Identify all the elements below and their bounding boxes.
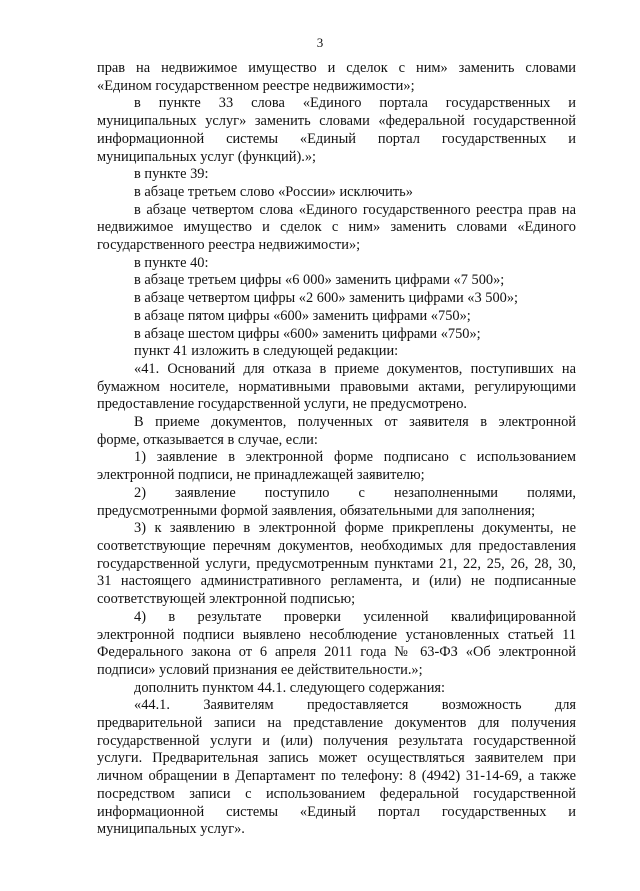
text-line: недвижимое имущество и сделок с ним» заменить словами «Единого: [97, 219, 576, 236]
text-line: в абзаце четвертом цифры «2 600» заменить цифрами «3 500»;: [134, 290, 519, 307]
text-line: услуги. Предварительная запись может осуществляться заявителем при: [97, 750, 576, 767]
text-line: форме, отказывается в случае, если:: [97, 431, 318, 448]
document-body: [97, 60, 576, 839]
text-line: бумажном носителе, нормативными правовыми актами, регулирующими: [97, 378, 576, 395]
text-line: в абзаце пятом цифры «600» заменить цифрами «750»;: [134, 307, 471, 324]
text-line: электронной подписи, не принадлежащей заявителю;: [97, 467, 425, 484]
text-line: в абзаце третьем слово «России» исключить»: [134, 183, 413, 200]
text-line: соответствующей электронной подписью;: [97, 591, 356, 608]
text-line: муниципальных услуг (функций).»;: [97, 148, 317, 165]
text-line: «Едином государственном реестре недвижимости»;: [97, 77, 415, 94]
text-line: 31 настоящего административного регламента, и (или) не подписанные: [97, 573, 576, 590]
text-line: соответствующие перечням документов, необходимых для предоставления: [97, 537, 576, 554]
text-line: «44.1. Заявителям предоставляется возможность для: [134, 697, 576, 714]
text-line: 4) в результате проверки усиленной квалифицированной: [134, 608, 576, 625]
text-line: Федерального закона от 6 апреля 2011 года № 63-ФЗ «Об электронной: [97, 644, 576, 661]
text-line: пункт 41 изложить в следующей редакции:: [134, 343, 399, 360]
text-line: государственной услуги, предусмотренным пунктами 21, 22, 25, 26, 28, 30,: [97, 555, 576, 572]
text-line: в пункте 40:: [134, 254, 209, 271]
text-line: государственного реестра недвижимости»;: [97, 237, 361, 254]
text-line: в абзаце четвертом слова «Единого государственного реестра прав на: [134, 201, 576, 218]
text-line: «41. Оснований для отказа в приеме документов, поступивших на: [134, 360, 576, 377]
text-line: муниципальных услуг» заменить словами «федеральной государственной: [97, 113, 576, 130]
text-line: информационной системы «Единый портал государственных и: [97, 130, 576, 147]
text-line: предусмотренными формой заявления, обязательными для заполнения;: [97, 502, 536, 519]
text-line: в пункте 33 слова «Единого портала государственных и: [134, 95, 576, 112]
text-line: личном обращении в Департамент по телефону: 8 (4942) 31-14-69, а также: [97, 768, 576, 785]
text-line: прав на недвижимое имущество и сделок с ним» заменить словами: [97, 60, 576, 76]
text-line: предварительной записи на представление документов для получения: [97, 715, 576, 732]
text-line: информационной системы «Единый портал государственных и: [97, 803, 576, 820]
text-line: В приеме документов, полученных от заявителя в электронной: [134, 414, 576, 431]
text-line: муниципальных услуг».: [97, 821, 245, 838]
text-line: 1) заявление в электронной форме подписано с использованием: [134, 449, 576, 466]
text-line: государственной услуги и (или) получения результата государственной: [97, 732, 576, 749]
text-line: посредством записи с использованием федеральной государственной: [97, 785, 576, 802]
text-line: предоставление государственной услуги, не предусмотрено.: [97, 396, 468, 413]
text-line: в абзаце шестом цифры «600» заменить цифрами «750»;: [134, 325, 481, 342]
text-line: подписи» условий признания ее действительности.»;: [97, 661, 423, 678]
text-line: 3) к заявлению в электронной форме прикреплены документы, не: [134, 520, 576, 537]
text-line: в пункте 39:: [134, 166, 209, 183]
text-line: электронной подписи выявлено несоблюдение установленных статьей 11: [97, 626, 576, 643]
text-line: 2) заявление поступило с незаполненными полями,: [134, 484, 576, 501]
page-number: 3: [316, 35, 324, 50]
text-line: в абзаце третьем цифры «6 000» заменить цифрами «7 500»;: [134, 272, 505, 289]
text-line: дополнить пунктом 44.1. следующего содержания:: [134, 679, 446, 696]
